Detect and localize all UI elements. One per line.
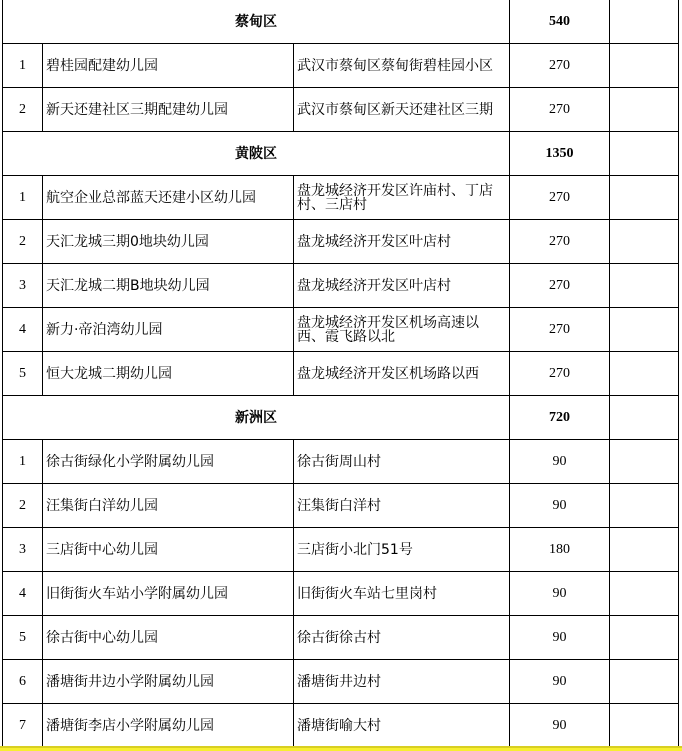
- row-number-cell: 5: [3, 616, 43, 660]
- empty-cell: [610, 132, 679, 176]
- district-name: 黄陂区: [3, 132, 510, 176]
- kindergarten-name-cell: 天汇龙城三期0地块幼儿园: [43, 220, 294, 264]
- capacity-cell: 270: [510, 308, 610, 352]
- row-number-cell: 4: [3, 308, 43, 352]
- address-cell: 盘龙城经济开发区机场高速以西、霞飞路以北: [294, 308, 510, 352]
- address-cell: 徐古街周山村: [294, 440, 510, 484]
- table-row: [3, 220, 679, 264]
- row-number-cell: 3: [3, 528, 43, 572]
- kindergarten-name-cell: 天汇龙城二期B地块幼儿园: [43, 264, 294, 308]
- empty-cell: [610, 440, 679, 484]
- address-cell: 徐古街徐古村: [294, 616, 510, 660]
- kindergarten-name-cell: 三店街中心幼儿园: [43, 528, 294, 572]
- empty-cell: [610, 396, 679, 440]
- empty-cell: [610, 352, 679, 396]
- address-cell: 武汉市蔡甸区新天还建社区三期: [294, 88, 510, 132]
- district-header-row: [3, 132, 679, 176]
- address-cell: 汪集街白洋村: [294, 484, 510, 528]
- empty-cell: [610, 0, 679, 44]
- row-number-cell: 4: [3, 572, 43, 616]
- table-body: [3, 0, 679, 748]
- table-row: [3, 44, 679, 88]
- row-number-cell: 5: [3, 352, 43, 396]
- capacity-cell: 90: [510, 660, 610, 704]
- address-cell: 潘塘街喻大村: [294, 704, 510, 748]
- table-row: [3, 484, 679, 528]
- row-number-cell: 1: [3, 44, 43, 88]
- table-row: [3, 528, 679, 572]
- address-cell: 旧街街火车站七里岗村: [294, 572, 510, 616]
- table-row: [3, 308, 679, 352]
- capacity-cell: 90: [510, 484, 610, 528]
- table-row: [3, 88, 679, 132]
- capacity-cell: 270: [510, 352, 610, 396]
- kindergarten-name-cell: 汪集街白洋幼儿园: [43, 484, 294, 528]
- empty-cell: [610, 484, 679, 528]
- table-row: [3, 704, 679, 748]
- district-total: 540: [510, 0, 610, 44]
- empty-cell: [610, 704, 679, 748]
- row-number-cell: 3: [3, 264, 43, 308]
- district-name: 新洲区: [3, 396, 510, 440]
- table-row: [3, 352, 679, 396]
- row-number-cell: 7: [3, 704, 43, 748]
- row-number-cell: 6: [3, 660, 43, 704]
- empty-cell: [610, 572, 679, 616]
- table-row: [3, 616, 679, 660]
- capacity-cell: 90: [510, 572, 610, 616]
- empty-cell: [610, 44, 679, 88]
- empty-cell: [610, 220, 679, 264]
- address-cell: 武汉市蔡甸区蔡甸街碧桂园小区: [294, 44, 510, 88]
- kindergarten-name-cell: 新天还建社区三期配建幼儿园: [43, 88, 294, 132]
- kindergarten-name-cell: 徐古街绿化小学附属幼儿园: [43, 440, 294, 484]
- table-row: [3, 176, 679, 220]
- kindergarten-name-cell: 徐古街中心幼儿园: [43, 616, 294, 660]
- kindergarten-table: [2, 0, 679, 748]
- row-number-cell: 1: [3, 440, 43, 484]
- capacity-cell: 270: [510, 220, 610, 264]
- capacity-cell: 270: [510, 176, 610, 220]
- capacity-cell: 90: [510, 616, 610, 660]
- empty-cell: [610, 176, 679, 220]
- address-cell: 盘龙城经济开发区机场路以西: [294, 352, 510, 396]
- capacity-cell: 90: [510, 440, 610, 484]
- kindergarten-name-cell: 碧桂园配建幼儿园: [43, 44, 294, 88]
- table-row: [3, 440, 679, 484]
- address-cell: 三店街小北门51号: [294, 528, 510, 572]
- address-cell: 潘塘街井边村: [294, 660, 510, 704]
- empty-cell: [610, 616, 679, 660]
- row-number-cell: 2: [3, 88, 43, 132]
- district-header-row: [3, 0, 679, 44]
- row-number-cell: 1: [3, 176, 43, 220]
- table-row: [3, 660, 679, 704]
- empty-cell: [610, 660, 679, 704]
- district-name: 蔡甸区: [3, 0, 510, 44]
- address-cell: 盘龙城经济开发区叶店村: [294, 264, 510, 308]
- capacity-cell: 90: [510, 704, 610, 748]
- district-total: 720: [510, 396, 610, 440]
- kindergarten-name-cell: 潘塘街井边小学附属幼儿园: [43, 660, 294, 704]
- capacity-cell: 270: [510, 264, 610, 308]
- address-cell: 盘龙城经济开发区许庙村、丁店村、三店村: [294, 176, 510, 220]
- capacity-cell: 270: [510, 44, 610, 88]
- district-header-row: [3, 396, 679, 440]
- empty-cell: [610, 528, 679, 572]
- empty-cell: [610, 308, 679, 352]
- kindergarten-name-cell: 潘塘街李店小学附属幼儿园: [43, 704, 294, 748]
- empty-cell: [610, 88, 679, 132]
- kindergarten-name-cell: 旧街街火车站小学附属幼儿园: [43, 572, 294, 616]
- table-row: [3, 572, 679, 616]
- table-row: [3, 264, 679, 308]
- row-number-cell: 2: [3, 220, 43, 264]
- empty-cell: [610, 264, 679, 308]
- kindergarten-name-cell: 航空企业总部蓝天还建小区幼儿园: [43, 176, 294, 220]
- address-cell: 盘龙城经济开发区叶店村: [294, 220, 510, 264]
- kindergarten-name-cell: 新力·帝泊湾幼儿园: [43, 308, 294, 352]
- capacity-cell: 180: [510, 528, 610, 572]
- kindergarten-name-cell: 恒大龙城二期幼儿园: [43, 352, 294, 396]
- capacity-cell: 270: [510, 88, 610, 132]
- row-number-cell: 2: [3, 484, 43, 528]
- district-total: 1350: [510, 132, 610, 176]
